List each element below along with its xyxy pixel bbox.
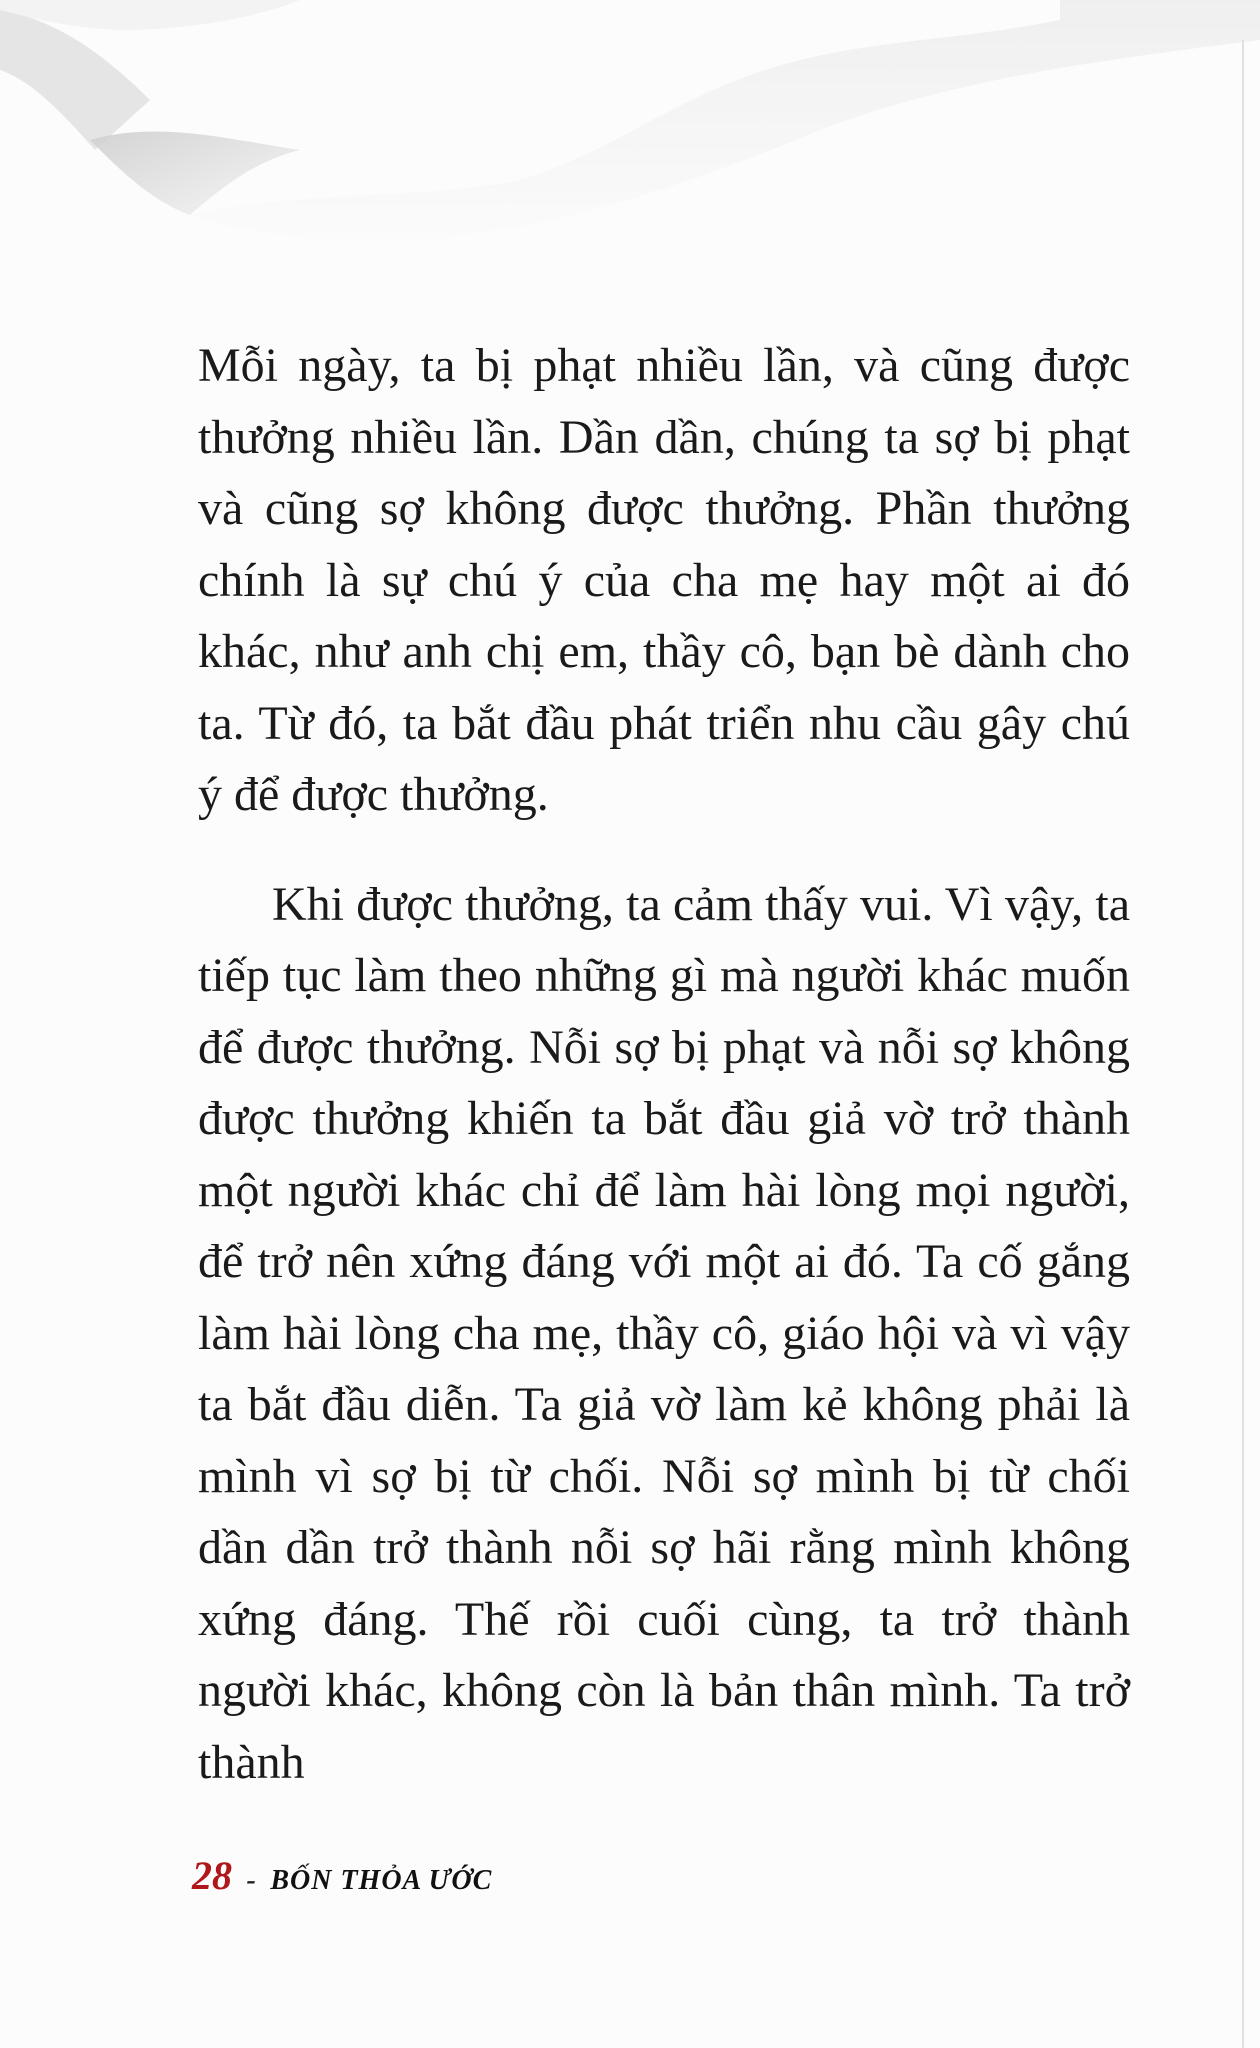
book-title: BỐN THỎA ƯỚC [270,1865,493,1896]
paragraph-2: Khi được thưởng, ta cảm thấy vui. Vì vậy, ta tiếp tục làm theo những gì mà người khác muốn để được thưởng. Nỗi sợ bị phạt và nỗi sợ không được thưởng khiến ta bắt đầu giả vờ trở thành một người khác chỉ để làm hài lòng mọi người, để trở nên xứng đáng với một ai đó. Ta cố gắng làm hài lòng cha mẹ, thầy cô, giáo hội và vì vậy ta bắt đầu diễn. Ta giả vờ làm kẻ không phải là mình vì sợ bị từ chối. Nỗi sợ mình bị từ chối dần dần trở thành nỗi sợ hãi rằng mình không xứng đáng. Thế rồi cuối cùng, ta trở thành người khác, không còn là bản thân mình. Ta trở thành [198,877,1130,1789]
page-body [198,330,1130,1798]
page-footer [192,1852,492,1899]
page-number: 28 [192,1853,232,1898]
page-edge-line [1242,40,1244,2048]
decorative-header-artwork [0,0,1260,300]
paragraph-1: Mỗi ngày, ta bị phạt nhiều lần, và cũng được thưởng nhiều lần. Dần dần, chúng ta sợ bị phạt và cũng sợ không được thưởng. Phần thưởng chính là sự chú ý của cha mẹ hay một ai đó khác, như anh chị em, thầy cô, bạn bè dành cho ta. Từ đó, ta bắt đầu phát triển nhu cầu gây chú ý để được thưởng. [198,339,1130,821]
footer-separator: - [246,1865,256,1896]
